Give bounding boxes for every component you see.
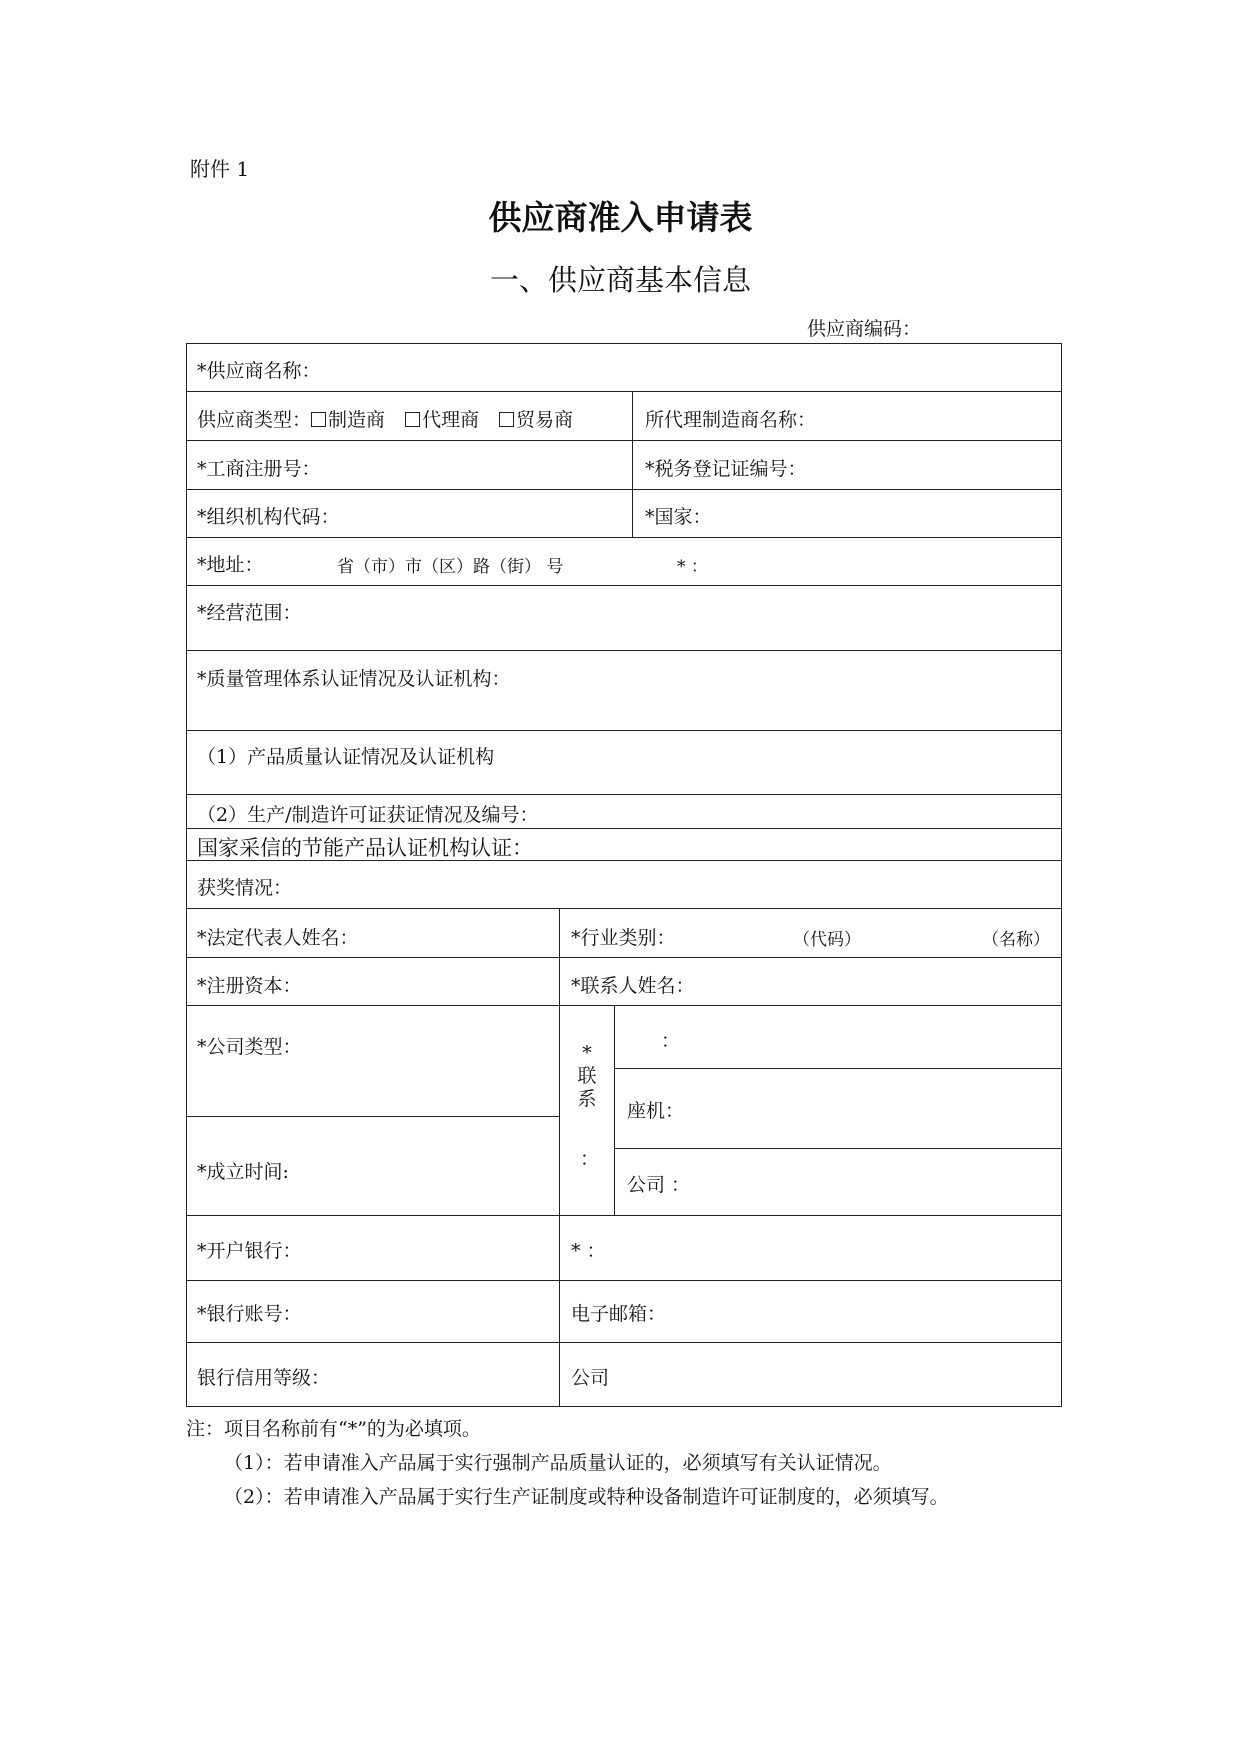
awards-field[interactable]: 获奖情况： bbox=[197, 877, 293, 899]
note-2: （2）：若申请准入产品属于实行生产证制度或特种设备制造许可证制度的，必须填写。 bbox=[224, 1486, 949, 1508]
tax-reg-no-field[interactable]: *税务登记证编号： bbox=[645, 458, 807, 480]
column-divider bbox=[559, 908, 560, 1406]
contact-colon: ： bbox=[580, 1148, 600, 1170]
note-1: （1）：若申请准入产品属于实行强制产品质量认证的，必须填写有关认证情况。 bbox=[224, 1452, 892, 1474]
row-divider bbox=[187, 391, 1061, 392]
product-cert-field[interactable]: （1）产品质量认证情况及认证机构 bbox=[197, 746, 495, 768]
company-field[interactable]: 公司 bbox=[571, 1367, 610, 1389]
page-title: 供应商准入申请表 bbox=[488, 198, 753, 237]
row-divider bbox=[187, 908, 1061, 909]
attachment-label: 附件 1 bbox=[190, 157, 250, 181]
quality-system-field[interactable]: *质量管理体系认证情况及认证机构： bbox=[197, 668, 511, 690]
contact-name-field[interactable]: *联系人姓名： bbox=[571, 975, 695, 997]
row-divider bbox=[187, 489, 1061, 490]
supplier-type-field bbox=[197, 405, 573, 432]
row-divider bbox=[187, 1342, 1061, 1343]
type-option-trader[interactable]: 贸易商 bbox=[499, 409, 573, 431]
application-form bbox=[186, 343, 1062, 1407]
supplier-code-label: 供应商编码： bbox=[807, 318, 922, 340]
row-divider bbox=[187, 1116, 559, 1117]
section-title: 一、供应商基本信息 bbox=[489, 263, 751, 297]
bank-extra-field[interactable]: * ： bbox=[571, 1240, 606, 1262]
row-divider bbox=[187, 828, 1061, 829]
energy-cert-field[interactable]: 国家采信的节能产品认证机构认证： bbox=[197, 836, 533, 860]
row-divider bbox=[614, 1148, 1061, 1149]
legal-rep-field[interactable]: *法定代表人姓名： bbox=[197, 927, 359, 949]
business-scope-field[interactable]: *经营范围： bbox=[197, 602, 302, 624]
address-label: *地址： bbox=[197, 554, 264, 576]
checkbox-icon[interactable] bbox=[311, 412, 326, 427]
bank-field[interactable]: *开户银行： bbox=[197, 1240, 302, 1262]
note-main: 注：项目名称前有“*”的为必填项。 bbox=[186, 1418, 481, 1440]
column-divider bbox=[632, 391, 633, 537]
row-divider bbox=[187, 1280, 1061, 1281]
contact-phone-field[interactable]: ： bbox=[661, 1030, 681, 1052]
checkbox-icon[interactable] bbox=[499, 412, 514, 427]
row-divider bbox=[187, 537, 1061, 538]
business-reg-no-field[interactable]: *工商注册号： bbox=[197, 458, 321, 480]
row-divider bbox=[187, 1005, 1061, 1006]
org-code-field[interactable]: *组织机构代码： bbox=[197, 506, 340, 528]
row-divider bbox=[187, 730, 1061, 731]
credit-field[interactable]: 银行信用等级： bbox=[197, 1367, 331, 1389]
row-divider bbox=[187, 957, 1061, 958]
row-divider bbox=[187, 585, 1061, 586]
industry-field[interactable]: *行业类别： bbox=[571, 927, 676, 949]
reg-capital-field[interactable]: *注册资本： bbox=[197, 975, 302, 997]
address-extra[interactable]: * ： bbox=[677, 557, 708, 577]
row-divider bbox=[187, 650, 1061, 651]
established-field[interactable]: *成立时间: bbox=[197, 1161, 289, 1183]
account-field[interactable]: *银行账号： bbox=[197, 1303, 302, 1325]
company-phone-field[interactable]: 公司 ： bbox=[627, 1174, 691, 1196]
agent-manufacturer-field[interactable]: 所代理制造商名称： bbox=[645, 409, 817, 431]
row-divider bbox=[187, 440, 1061, 441]
contact-vertical-label: *联系 bbox=[577, 1042, 597, 1110]
type-option-agent[interactable]: 代理商 bbox=[405, 409, 479, 431]
checkbox-icon[interactable] bbox=[405, 412, 420, 427]
industry-name[interactable]: （名称） bbox=[982, 930, 1050, 950]
address-format[interactable]: 省（市）市（区）路（街） 号 bbox=[337, 557, 564, 577]
country-field[interactable]: *国家： bbox=[645, 506, 712, 528]
email-field[interactable]: 电子邮箱： bbox=[571, 1303, 667, 1325]
type-option-manufacturer[interactable]: 制造商 bbox=[311, 409, 385, 431]
supplier-type-label: 供应商类型： bbox=[197, 409, 312, 431]
landline-field[interactable]: 座机： bbox=[627, 1100, 685, 1122]
industry-code[interactable]: （代码） bbox=[793, 930, 861, 950]
row-divider bbox=[187, 1215, 1061, 1216]
row-divider bbox=[614, 1068, 1061, 1069]
company-type-field[interactable]: *公司类型： bbox=[197, 1036, 302, 1058]
row-divider bbox=[187, 794, 1061, 795]
supplier-name-field[interactable]: *供应商名称： bbox=[197, 360, 321, 382]
column-divider bbox=[614, 1005, 615, 1215]
license-field[interactable]: （2）生产/制造许可证获证情况及编号： bbox=[197, 804, 539, 826]
